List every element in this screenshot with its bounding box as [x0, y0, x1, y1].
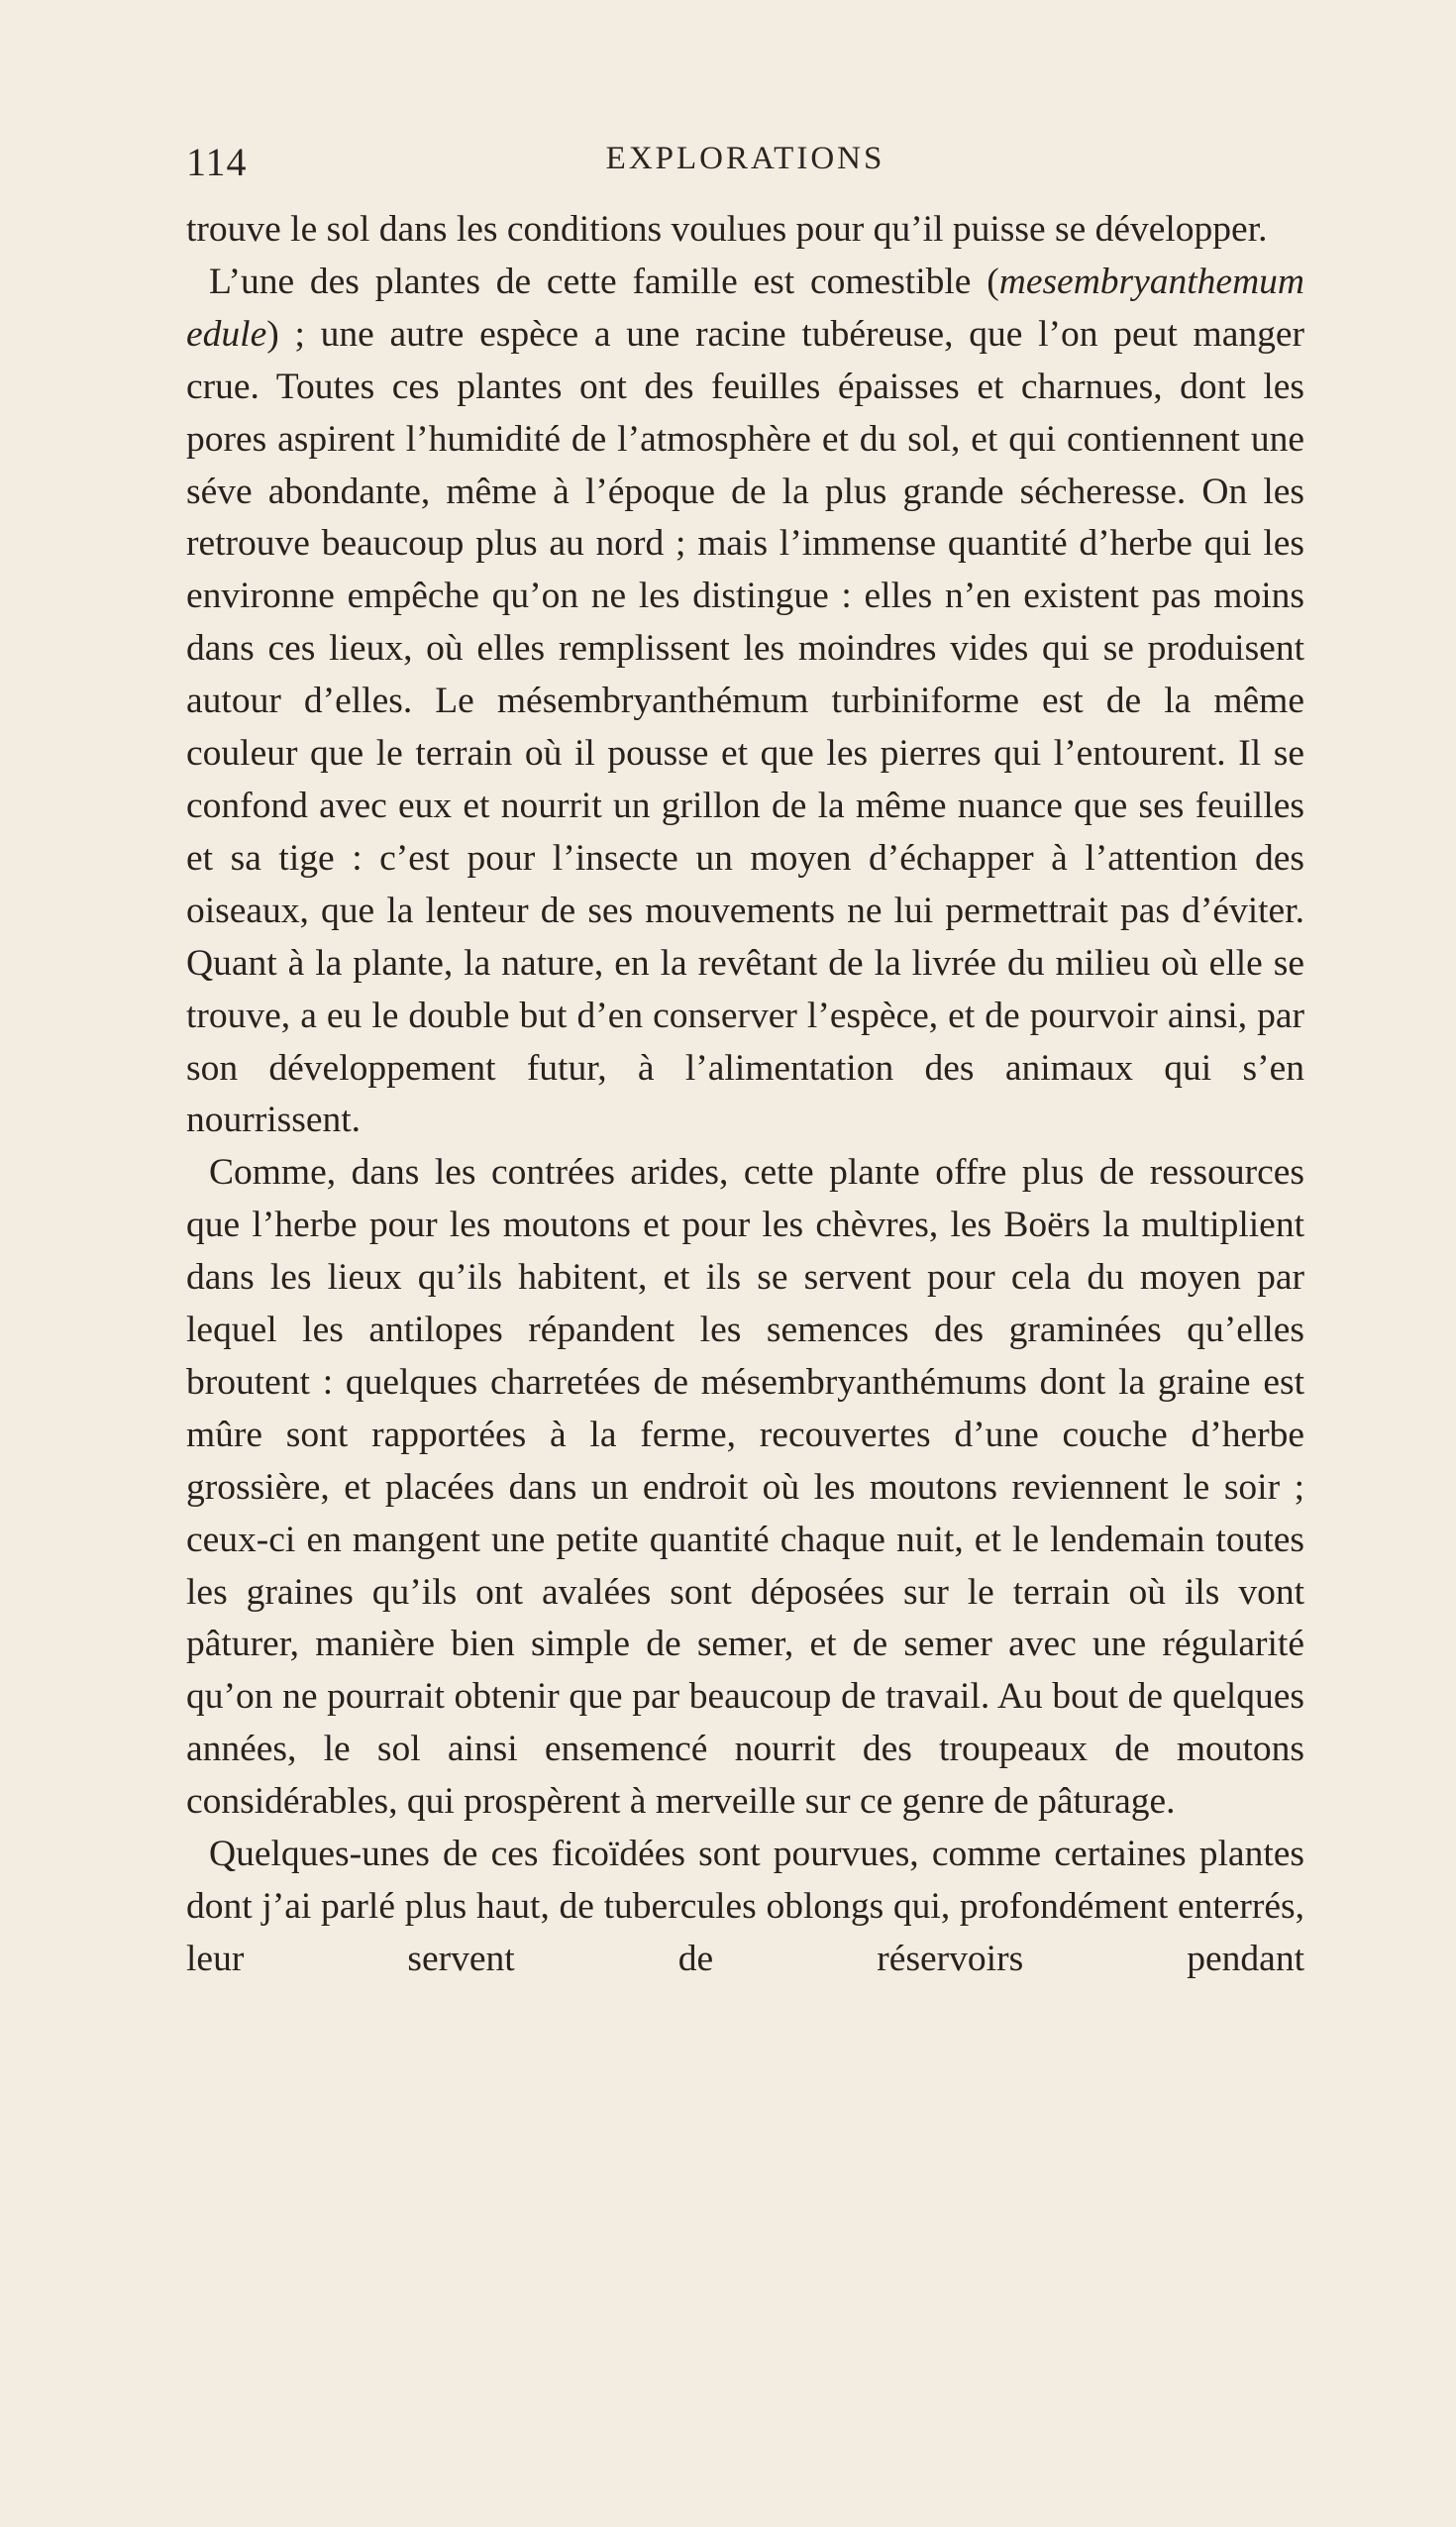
paragraph-ficoidees: Quelques-unes de ces ficoïdées sont pourvues, comme certaines plantes dont j’ai parlé plus haut, de tubercules oblongs qui, profondément enterrés, leur servent de réservoirs pendant	[186, 1834, 1304, 1979]
paragraph-boers-sowing: Comme, dans les contrées arides, cette plante offre plus de ressources que l’herbe pour les moutons et pour les chèvres, les Boërs la multiplient dans les lieux qu’ils habitent, et ils se servent pour cela du moyen par lequel les antilopes répandent les semences des graminées qu’elles broutent : quelques charretées de mésembryanthémums dont la graine est mûre sont rapportées à la ferme, recouvertes d’une couche d’herbe grossière, et placées dans un endroit où les moutons reviennent le soir ; ceux-ci en mangent une petite quantité chaque nuit, et le lendemain toutes les graines qu’ils ont avalées sont déposées sur le terrain où ils vont pâturer, manière bien simple de semer, et de semer avec une régularité qu’on ne pourrait obtenir que par beaucoup de travail. Au bout de quelques années, le sol ainsi ensemencé nourrit des troupeaux de moutons considérables, qui prospèrent à merveille sur ce genre de pâturage.	[186, 1152, 1304, 1823]
paragraph-text: ) ; une autre espèce a une racine tubéreuse, que l’on peut manger crue. Toutes ces plantes ont des feuilles épaisses et charnues, dont les pores aspirent l’humidité de l’atmosphère et du sol, et qui contiennent une séve abondante, même à l’époque de la plus grande sécheresse. On les retrouve beaucoup plus au nord ; mais l’immense quantité d’herbe qui les environne empêche qu’on ne les distingue : elles n’en existent pas moins dans ces lieux, où elles remplissent les moindres vides qui se produisent autour d’elles. Le mésembryanthémum turbiniforme est de la même couleur que le terrain où il pousse et que les pierres qui l’entourent. Il se confond avec eux et nourrit un grillon de la même nuance que ses feuilles et sa tige : c’est pour l’insecte un moyen d’échapper à l’attention des oiseaux, que la lenteur de ses mouvements ne lui permettrait pas d’éviter. Quant à la plante, la nature, en la revêtant de la livrée du milieu où elle se trouve, a eu le double but d’en conserver l’espèce, et de pourvoir ainsi, par son développement futur, à l’alimentation des animaux qui s’en nourrissent.	[186, 313, 1304, 1141]
page-header	[186, 139, 1304, 194]
species-name: mesembryanthemum edule	[186, 261, 1304, 355]
body-text	[186, 204, 1304, 1986]
running-head: EXPLORATIONS	[605, 141, 885, 176]
paragraph-continuation: trouve le sol dans les conditions voulues pour qu’il puisse se développer.	[186, 209, 1268, 250]
paragraph-text: L’une des plantes de cette famille est comestible (	[209, 261, 999, 302]
page-number: 114	[186, 140, 248, 184]
paragraph-edible-plants	[186, 257, 1304, 1147]
